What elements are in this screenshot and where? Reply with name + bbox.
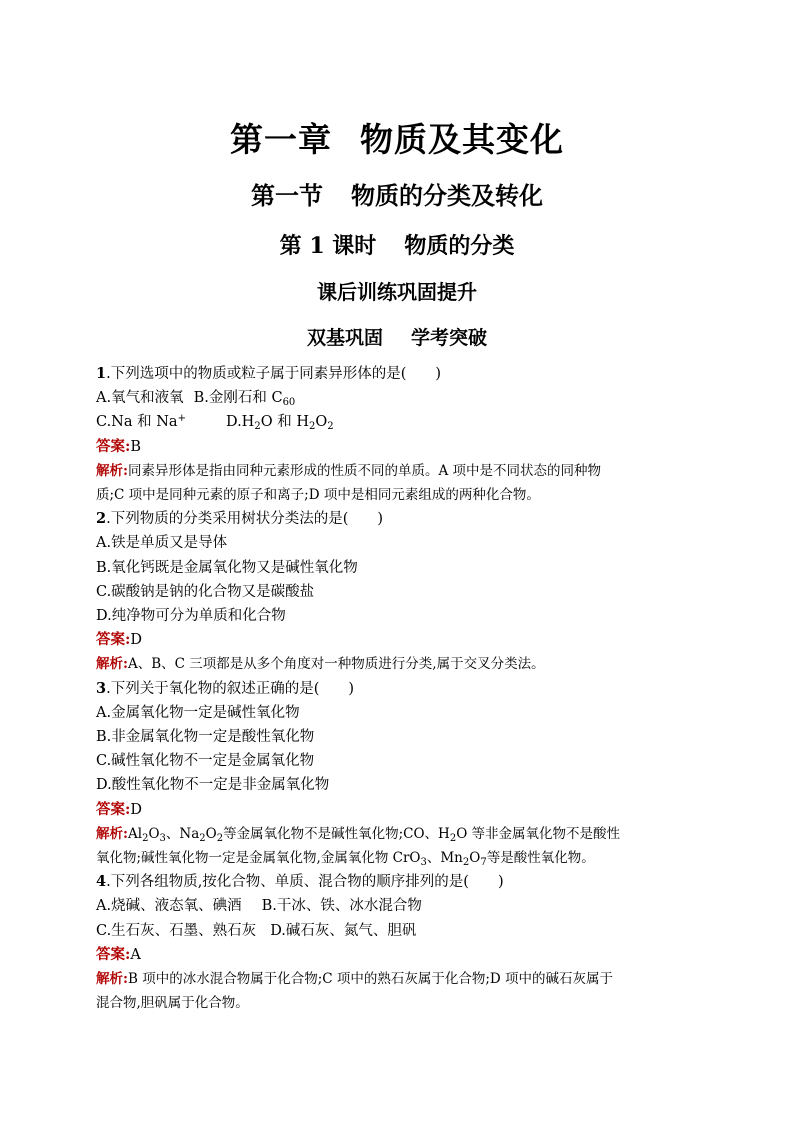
subscript: 2 [216, 832, 224, 844]
question-number: 1 [96, 365, 107, 382]
subscript: 60 [282, 397, 296, 409]
section-title: 物质的分类及转化 [351, 181, 543, 210]
options-row [96, 894, 700, 918]
subscript: 3 [159, 832, 166, 844]
question-4 [96, 870, 700, 1015]
question-number: 4 [96, 873, 107, 891]
question-stem [96, 677, 700, 701]
answer-label: 答案: [96, 945, 131, 963]
explanation-label: 解析: [96, 971, 128, 988]
explanation-label: 解析: [96, 656, 128, 673]
option-d: D.纯净物可分为单质和化合物 [96, 608, 286, 625]
answer-value: D [130, 801, 142, 818]
explanation-text: O 等非金属氧化物不是酸性 [456, 825, 621, 842]
section-heading [0, 176, 794, 211]
option-a: A.铁是单质又是导体 [96, 535, 228, 552]
explanation-label: 解析: [96, 462, 128, 479]
options-row [96, 919, 700, 943]
explanation [96, 652, 700, 676]
subscript: 3 [420, 857, 427, 869]
answer-value: A [130, 946, 141, 963]
question-stem [96, 870, 700, 894]
options-row [96, 410, 700, 434]
option-c: C.碱性氧化物不一定是金属氧化物 [96, 753, 315, 770]
subscript: 2 [254, 421, 261, 433]
answer-label: 答案: [96, 437, 131, 455]
answer-line [96, 435, 700, 459]
answer-line [96, 628, 700, 652]
questions-list [96, 362, 700, 1015]
option-d: D.碱石灰、氮气、胆矾 [270, 922, 417, 939]
practice-heading: 课后训练巩固提升 [317, 280, 477, 304]
option-a: A.烧碱、液态氧、碘酒 [96, 898, 242, 915]
explanation-text: 质;C 项中是同种元素的原子和离子;D 项中是相同元素组成的两种化合物。 [96, 487, 540, 504]
option-d-text: O [315, 414, 328, 431]
subscript: 2 [308, 421, 316, 433]
question-2 [96, 507, 700, 676]
subscript: 2 [449, 832, 457, 844]
stem-text: .下列各组物质,按化合物、单质、混合物的顺序排列的是( ) [106, 874, 504, 891]
option-c: C.生石灰、石墨、熟石灰 [96, 922, 257, 939]
explanation-text: 、Mn [426, 850, 463, 867]
answer-label: 答案: [96, 631, 131, 649]
options-row [96, 386, 700, 410]
explanation-text: 氧化物;碱性氧化物一定是金属氧化物,金属氧化物 CrO [96, 850, 421, 867]
explanation-text: Al [127, 825, 143, 842]
option-b: B.非金属氧化物一定是酸性氧化物 [96, 729, 315, 746]
subscript: 2 [462, 857, 470, 869]
option-b [193, 390, 296, 409]
stem-text: .下列选项中的物质或粒子属于同素异形体的是( ) [106, 366, 442, 382]
subscript: 2 [142, 832, 149, 844]
option-c: C.碳酸钠是钠的化合物又是碳酸盐 [96, 583, 315, 600]
option-d [225, 414, 334, 433]
question-stem [96, 507, 700, 531]
explanation-text: B 项中的冰水混合物属于化合物;C 项中的熟石灰属于化合物;D 项中的碱石灰属于 [127, 971, 614, 988]
option-d-text: O 和 H [260, 414, 309, 431]
subscript: 2 [199, 832, 206, 844]
question-number: 2 [96, 510, 107, 528]
question-3 [96, 677, 700, 871]
lesson-number: 第 1 课时 [279, 233, 377, 259]
explanation-text: 等金属氧化物不是碱性氧化物;CO、H [223, 825, 450, 842]
subscript: 7 [480, 857, 487, 869]
explanation-text: A、B、C 三项都是从多个角度对一种物质进行分类,属于交叉分类法。 [127, 656, 545, 673]
answer-label: 答案: [96, 800, 131, 818]
option-d: D.酸性氧化物不一定是非金属氧化物 [96, 777, 330, 794]
answer-line [96, 798, 700, 822]
option-b: B.干冰、铁、冰水混合物 [261, 898, 422, 915]
part-heading [0, 323, 794, 350]
answer-value: D [130, 632, 142, 649]
part-b-title: 学考突破 [411, 327, 488, 349]
part-a-title: 双基巩固 [306, 327, 383, 349]
option-a: A.金属氧化物一定是碱性氧化物 [96, 704, 300, 721]
explanation-text: O [205, 825, 217, 842]
explanation-text: 、Na [165, 825, 200, 842]
chapter-title: 物质及其变化 [360, 120, 564, 159]
option-c-text: C.Na 和 Na [96, 414, 178, 431]
question-number: 3 [96, 679, 107, 697]
question-1 [96, 362, 700, 507]
question-stem [96, 362, 700, 386]
option-b-text: B.金刚石和 C [193, 390, 283, 407]
explanation-text: O [148, 825, 160, 842]
explanation [96, 822, 700, 870]
explanation-text: 等是酸性氧化物。 [486, 850, 595, 867]
explanation-text: O [469, 850, 481, 867]
explanation [96, 967, 700, 1015]
option-a: A.氧气和液氧 [96, 390, 184, 407]
lesson-title: 物质的分类 [404, 233, 515, 259]
chapter-number: 第一章 [230, 120, 332, 159]
explanation-text: 混合物,胆矾属于化合物。 [96, 995, 249, 1012]
explanation [96, 459, 700, 507]
stem-text: .下列关于氧化物的叙述正确的是( ) [106, 680, 355, 697]
option-d-text: D.H [225, 414, 255, 431]
option-b: B.氧化钙既是金属氧化物又是碱性氧化物 [96, 559, 358, 576]
lesson-heading [0, 229, 794, 260]
explanation-text: 同素异形体是指由同种元素形成的性质不同的单质。A 项中是不同状态的同种物 [127, 462, 602, 479]
section-number: 第一节 [251, 181, 323, 210]
answer-value: B [130, 438, 142, 455]
superscript: + [177, 413, 186, 425]
stem-text: .下列物质的分类采用树状分类法的是( ) [106, 511, 384, 528]
subscript: 2 [327, 421, 334, 433]
chapter-heading [0, 114, 794, 161]
explanation-label: 解析: [96, 825, 128, 842]
answer-line [96, 943, 700, 967]
option-c [96, 414, 186, 430]
